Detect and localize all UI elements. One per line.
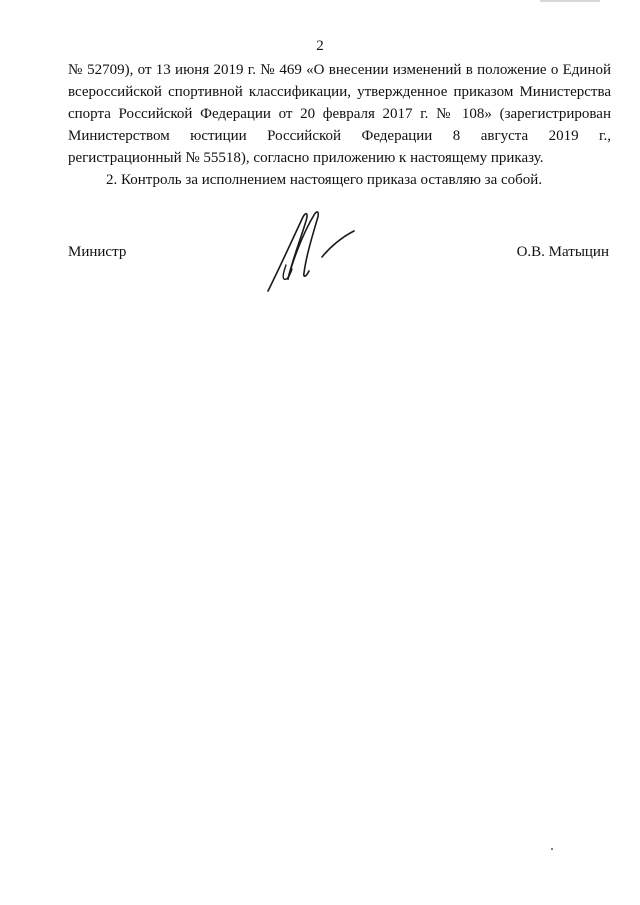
paragraph-2: 2. Контроль за исполнением настоящего приказа оставляю за собой. (106, 172, 543, 188)
scan-dot (551, 848, 553, 850)
signatory-title: Министр (68, 244, 127, 260)
handwritten-signature (262, 205, 362, 295)
document-body (68, 59, 611, 191)
page-number: 2 (316, 38, 324, 54)
paragraph-1: № 52709), от 13 июня 2019 г. № 469 «О внесении изменений в положение о Единой всероссийской спортивной классификации, утвержденное приказом Министерства спорта Российской Федерации от 20 февраля 2017 г. № 108» (зарегистрирован Министерством юстиции Российской Федерации 8 августа 2019 г., регистрационный № 55518), согласно приложению к настоящему приказу. (68, 62, 611, 166)
signatory-name: О.В. Матыцин (516, 244, 609, 260)
scan-mark (540, 0, 600, 2)
